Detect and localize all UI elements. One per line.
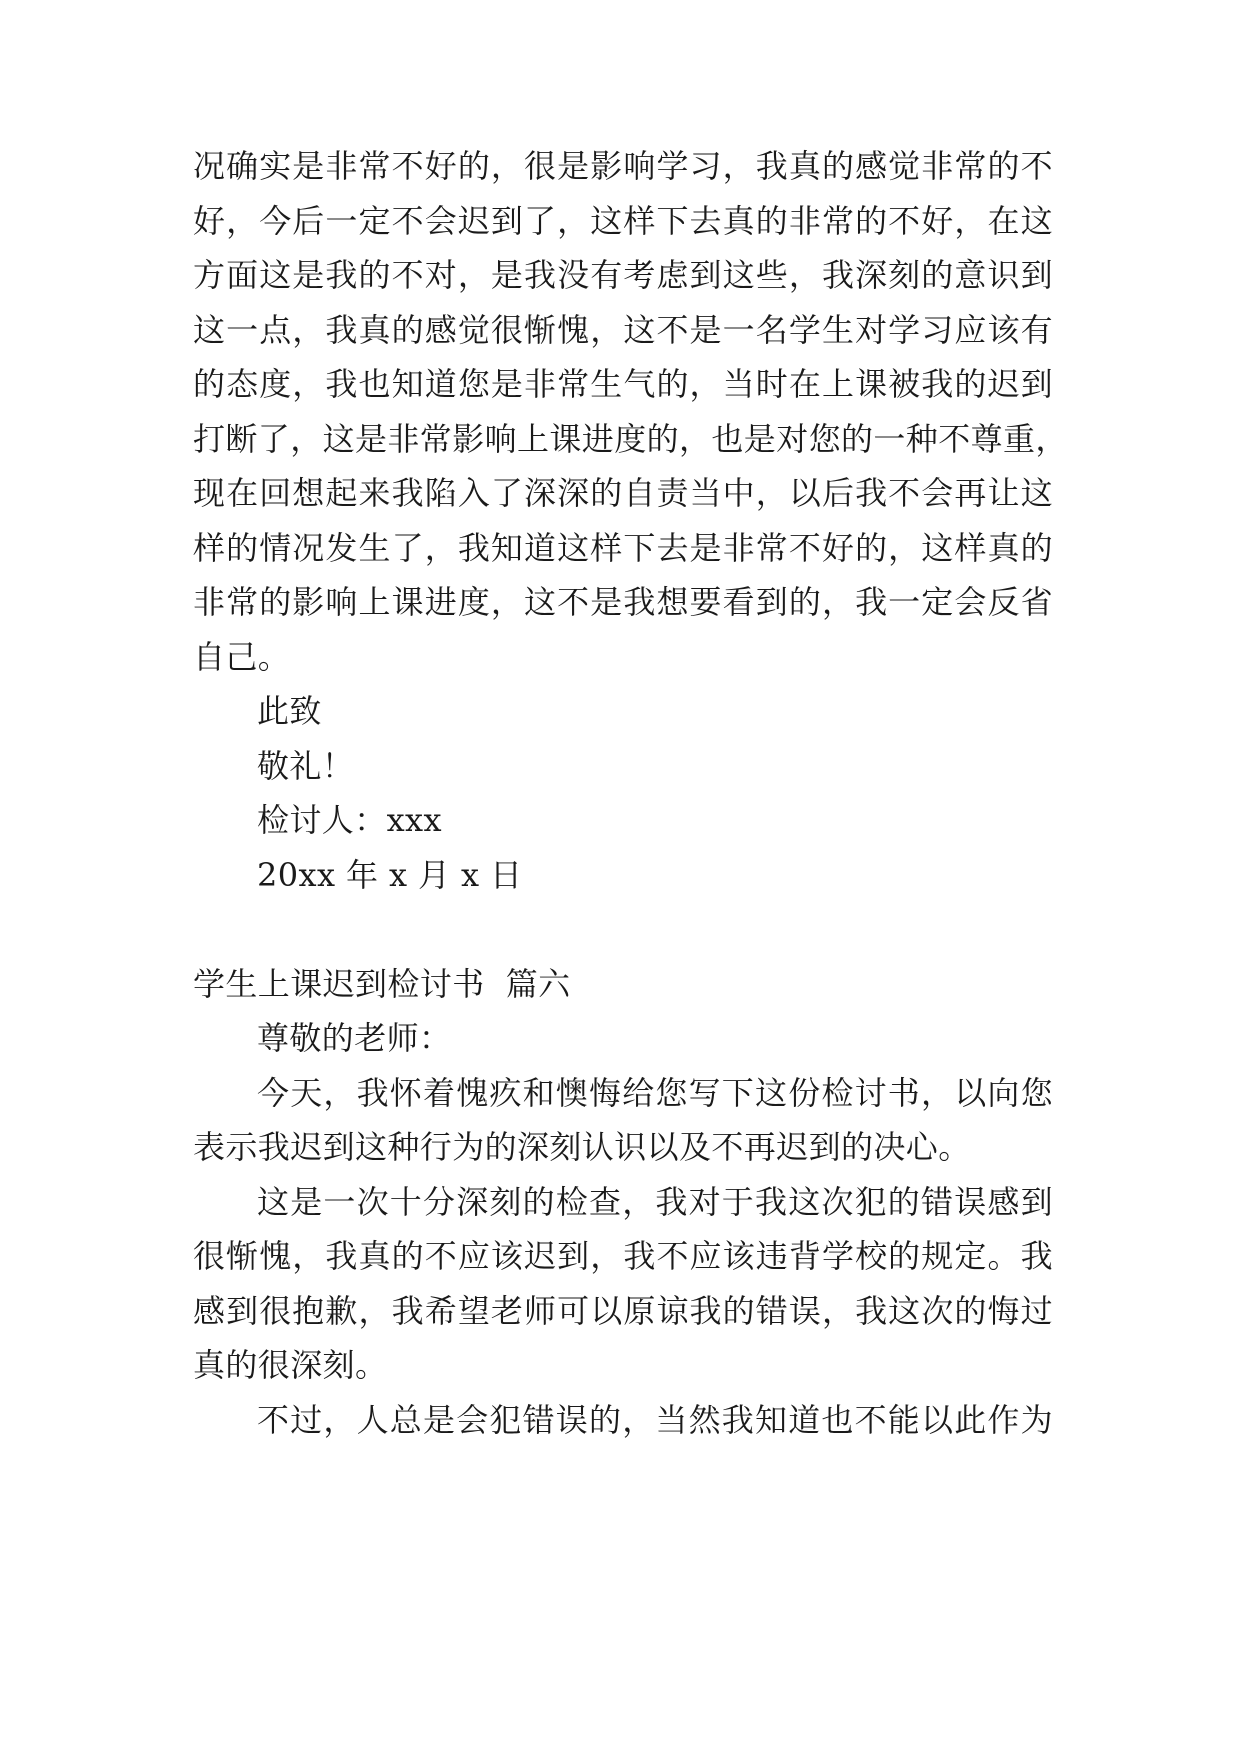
paragraph-line: 自己。 [193,638,291,676]
paragraph-line: 现在回想起来我陷入了深深的自责当中，以后我不会再让这 [193,474,1053,512]
paragraph-line: 这是一次十分深刻的检查，我对于我这次犯的错误感到 [257,1183,1053,1221]
paragraph-line: 样的情况发生了，我知道这样下去是非常不好的，这样真的 [193,529,1053,567]
paragraph-line: 打断了，这是非常影响上课进度的，也是对您的一种不尊重， [193,420,1068,458]
paragraph-line: 这一点，我真的感觉很惭愧，这不是一名学生对学习应该有 [193,311,1053,349]
paragraph-line: 好，今后一定不会迟到了，这样下去真的非常的不好，在这 [193,202,1053,240]
paragraph-line: 今天，我怀着愧疚和懊悔给您写下这份检讨书，以向您 [257,1074,1053,1112]
paragraph-line: 非常的影响上课进度，这不是我想要看到的，我一定会反省 [193,583,1053,621]
date-line: 20xx 年 x 月 x 日 [257,856,523,894]
paragraph-line: 方面这是我的不对，是我没有考虑到这些，我深刻的意识到 [193,256,1053,294]
paragraph-line: 真的很深刻。 [193,1346,388,1384]
signer-line: 检讨人：xxx [257,801,442,839]
closing-greeting: 此致 [257,692,322,730]
paragraph-line: 不过，人总是会犯错误的，当然我知道也不能以此作为 [257,1401,1053,1439]
paragraph-line: 感到很抱歉，我希望老师可以原谅我的错误，我这次的悔过 [193,1292,1053,1330]
salutation: 尊敬的老师： [257,1019,452,1057]
section-title: 学生上课迟到检讨书 篇六 [193,965,571,1003]
paragraph-line: 表示我迟到这种行为的深刻认识以及不再迟到的决心。 [193,1128,971,1166]
paragraph-line: 很惭愧，我真的不应该迟到，我不应该违背学校的规定。我 [193,1237,1053,1275]
paragraph-line: 的态度，我也知道您是非常生气的，当时在上课被我的迟到 [193,365,1053,403]
closing-salute: 敬礼！ [257,747,355,785]
paragraph-line: 况确实是非常不好的，很是影响学习，我真的感觉非常的不 [193,147,1053,185]
